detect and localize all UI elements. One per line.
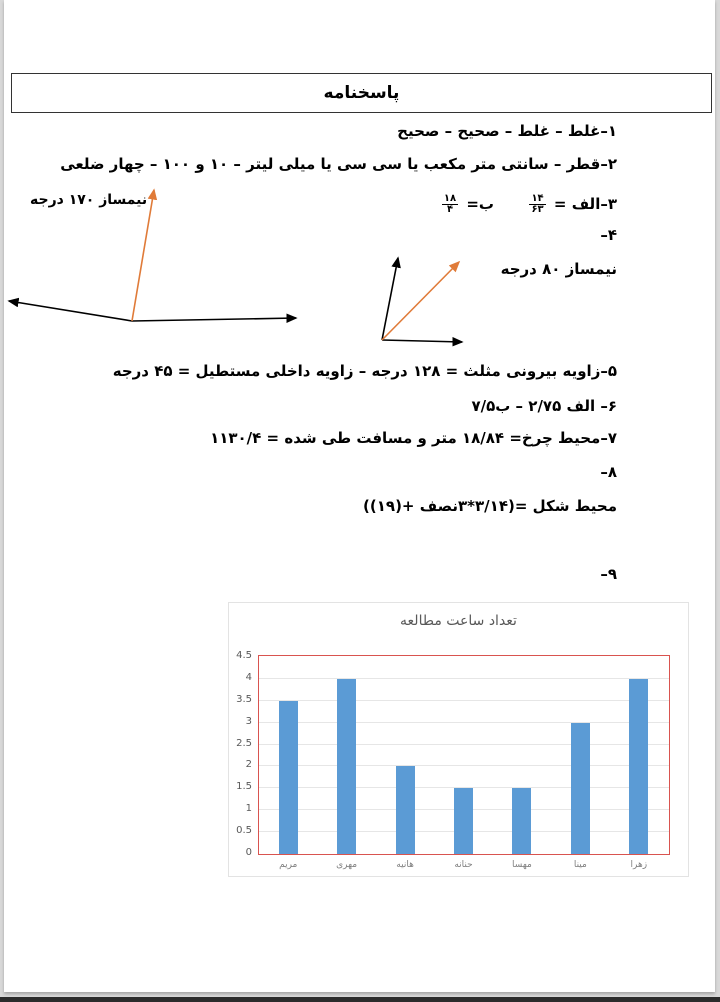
answer-1: ۱–غلط – غلط – صحیح – صحیح xyxy=(397,122,617,140)
gridline xyxy=(259,678,669,679)
x-tick-label: حنانه xyxy=(454,860,473,870)
y-tick-label: 2 xyxy=(245,759,252,771)
gridline xyxy=(259,722,669,723)
study-hours-chart xyxy=(228,602,689,877)
fraction-a-numerator: ۱۴ xyxy=(531,193,544,204)
answer-6: ۶– الف ۲/۷۵ – ب۷/۵ xyxy=(471,397,617,415)
x-tick-label: زهرا xyxy=(630,860,648,870)
y-tick-label: 3.5 xyxy=(236,693,252,705)
fraction-a-denominator: ۶۳ xyxy=(531,204,544,215)
answer-4-bisector-80: نیمساز ۸۰ درجه xyxy=(500,260,617,278)
chart-plot-area xyxy=(236,650,670,870)
bar xyxy=(512,788,531,854)
x-tick-label: مینا xyxy=(573,860,587,870)
answer-4-bisector-170: نیمساز ۱۷۰ درجه xyxy=(30,192,148,208)
answer-2: ۲–قطر – سانتی متر مکعب یا سی سی یا میلی لیتر – ۱۰ و ۱۰۰ – چهار ضلعی xyxy=(60,155,617,173)
bar xyxy=(629,679,648,854)
answer-8: ۸– xyxy=(600,463,617,481)
fraction-b-numerator: ۱۸ xyxy=(443,193,457,204)
bar xyxy=(454,788,473,854)
document-page xyxy=(4,0,715,992)
answer-7: ۷–محیط چرخ= ۱۸/۸۴ متر و مسافت طی شده = ۱۱۳۰/۴ xyxy=(210,429,617,447)
bar xyxy=(571,723,590,854)
answer-3-prefix: ۳–الف = xyxy=(553,195,617,213)
answer-4: ۴– xyxy=(600,226,617,244)
gridline xyxy=(259,765,669,766)
page-title-text: پاسخنامه xyxy=(323,83,400,103)
y-tick-label: 0.5 xyxy=(236,825,252,837)
x-tick-label: مهری xyxy=(336,860,358,870)
y-tick-label: 4 xyxy=(245,671,252,683)
y-tick-label: 1.5 xyxy=(236,781,252,793)
fraction-b-denominator: ۴ xyxy=(446,204,454,215)
angle-170-figure xyxy=(4,0,720,400)
y-tick-label: 2.5 xyxy=(236,737,252,749)
x-tick-label: هانیه xyxy=(396,860,414,870)
window-bottom-edge xyxy=(0,997,720,1002)
y-tick-label: 0 xyxy=(245,847,252,858)
answer-3-b-label: ب= xyxy=(466,195,494,213)
x-tick-label: مهسا xyxy=(512,860,532,870)
y-tick-label: 3 xyxy=(245,715,252,727)
bar xyxy=(396,766,415,854)
y-tick-label: 1 xyxy=(245,803,252,815)
answer-5: ۵–زاویه بیرونی مثلث = ۱۲۸ درجه – زاویه داخلی مستطیل = ۴۵ درجه xyxy=(112,362,617,380)
answer-8-formula: محیط شکل =(۳/۱۴*۳نصف +(۱۹)) xyxy=(363,497,617,515)
chart-title: تعداد ساعت مطالعه xyxy=(400,613,517,629)
y-tick-label: 4.5 xyxy=(236,650,252,661)
bar xyxy=(337,679,356,854)
gridline xyxy=(259,744,669,745)
bar xyxy=(279,701,298,854)
x-tick-label: مریم xyxy=(279,860,298,870)
answer-9: ۹– xyxy=(600,565,617,583)
gridline xyxy=(259,700,669,701)
